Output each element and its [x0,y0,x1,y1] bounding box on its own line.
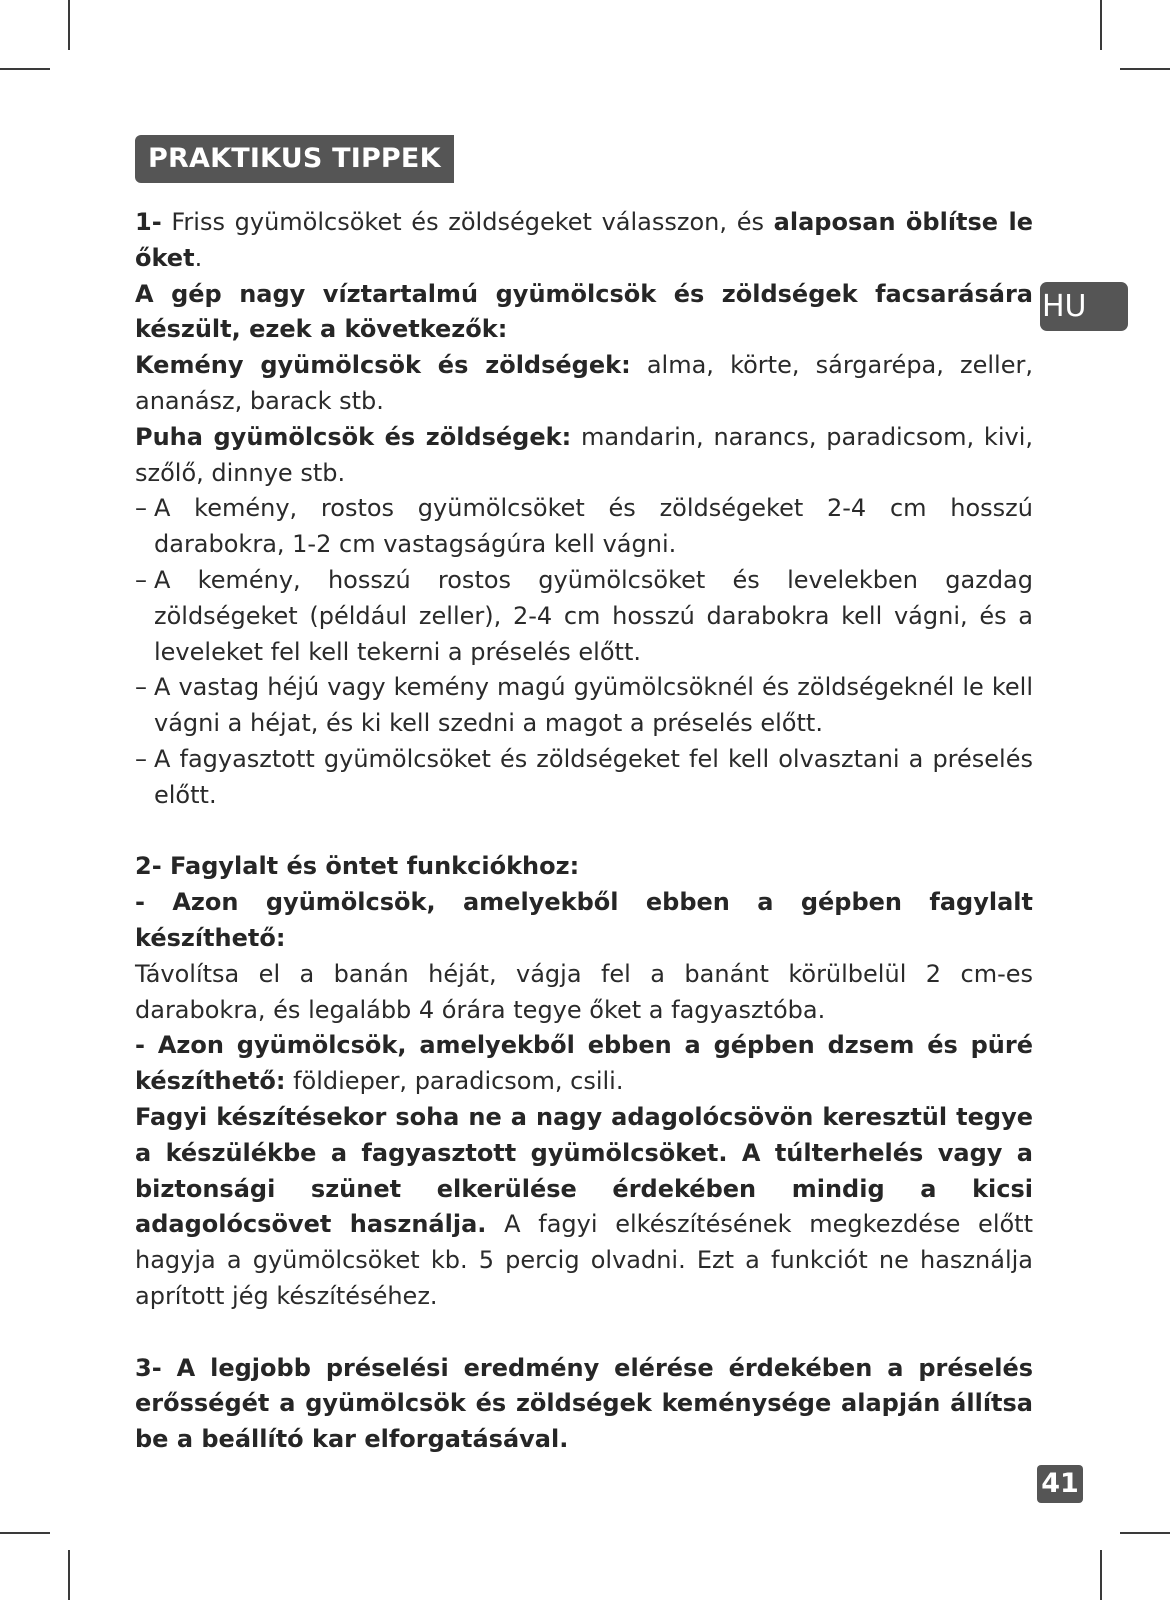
tip2-icecream-label [135,885,1033,957]
tip1-intro-end: . [194,243,203,272]
soft-produce-label: Puha gyümölcsök és zöldségek: [135,422,572,451]
bullet-text: A vastag héjú vagy kemény magú gyümölcsöknél és zöldségeknél le kell vágni a héjat, és ki kell szedni a magot a préselés előtt. [154,673,1033,738]
spacer [135,1315,1033,1351]
tip1-number: 1- [135,208,162,236]
section-title: PRAKTIKUS TIPPEK [135,135,454,183]
crop-mark-bottom-left-vertical [68,1550,70,1600]
bullet-text: A kemény, hosszú rostos gyümölcsöket és levelekben gazdag zöldségeket (például zeller), 2-4 cm hosszú darabokra kell vágni, és a leveleket fel kell tekerni a préselés előtt. [154,565,1033,666]
tip1-intro [135,205,1033,277]
tip2-jam [135,1028,1033,1100]
tip2-warning [135,1100,1033,1315]
crop-mark-top-right-horizontal [1120,68,1170,70]
tip2-icecream-text: Távolítsa el a banán héját, vágja fel a banánt körülbelül 2 cm-es darabokra, és legalább 4 órára tegye őket a fagyasztóba. [135,959,1033,1024]
jam-text: földieper, paradicsom, csili. [285,1067,624,1096]
bullet-item [135,670,1033,742]
crop-mark-top-left-vertical [68,0,70,50]
tip2-heading-text: 2- Fagylalt és öntet funkciókhoz: [135,852,580,881]
machine-note [135,277,1033,349]
bullet-item [135,491,1033,563]
soft-produce-text: mandarin, narancs, paradicsom, kivi, szőlő, dinnye stb. [135,422,1033,487]
tip3-text: 3- A legjobb préselési eredmény elérése érdekében a préselés erősségét a gyümölcsök és zöldségek keménysége alapján állítsa be a beállító kar elforgatásával. [135,1353,1033,1454]
language-tab: HU [1040,282,1128,331]
crop-mark-bottom-left-horizontal [0,1532,50,1534]
tips-content [135,205,1033,1458]
hard-produce [135,348,1033,420]
crop-mark-top-right-vertical [1100,0,1102,50]
dash-mark: – [135,744,147,773]
warning-bold: Fagyi készítésekor soha ne a nagy adagolócsövön keresztül tegye a készülékbe a fagyasztott gyümölcsöket. A túlterhelés vagy a biztonsági szünet elkerülése érdekében mindig a kicsi adagolócsövet használja. [135,1102,1033,1239]
machine-note-text: A gép nagy víztartalmú gyümölcsök és zöldségek facsarására készült, ezek a következők: [135,279,1033,344]
tip3 [135,1351,1033,1458]
crop-mark-bottom-right-vertical [1100,1550,1102,1600]
soft-produce [135,420,1033,492]
dash-mark: – [135,494,147,523]
crop-mark-top-left-horizontal [0,68,50,70]
bullet-text: A kemény, rostos gyümölcsöket és zöldségeket 2-4 cm hosszú darabokra, 1-2 cm vastagságúra kell vágni. [154,494,1033,559]
bullet-item [135,742,1033,814]
spacer [135,814,1033,850]
crop-mark-bottom-right-horizontal [1120,1532,1170,1534]
hard-produce-label: Kemény gyümölcsök és zöldségek: [135,351,631,380]
warning-text: A fagyi elkészítésének megkezdése előtt hagyja a gyümölcsöket kb. 5 percig olvadni. Ezt a funkciót ne használja aprított jég készítéséhez. [135,1210,1033,1310]
icecream-label-text: - Azon gyümölcsök, amelyekből ebben a gépben fagylalt készíthető: [135,888,1033,952]
bullet-item [135,563,1033,670]
jam-label: - Azon gyümölcsök, amelyekből ebben a gépben dzsem és püré készíthető: [135,1031,1033,1096]
tip1-intro-text: Friss gyümölcsöket és zöldségeket válasszon, és [161,208,774,236]
hard-produce-text: alma, körte, sárgarépa, zeller, ananász, barack stb. [135,351,1033,415]
bullet-text: A fagyasztott gyümölcsöket és zöldségeket fel kell olvasztani a préselés előtt. [154,744,1033,809]
page-number: 41 [1037,1465,1083,1503]
dash-mark: – [135,565,147,594]
tip2-heading [135,849,1033,885]
tip1-intro-bold: alaposan öblítse le őket [135,208,1034,272]
dash-mark: – [135,673,147,702]
